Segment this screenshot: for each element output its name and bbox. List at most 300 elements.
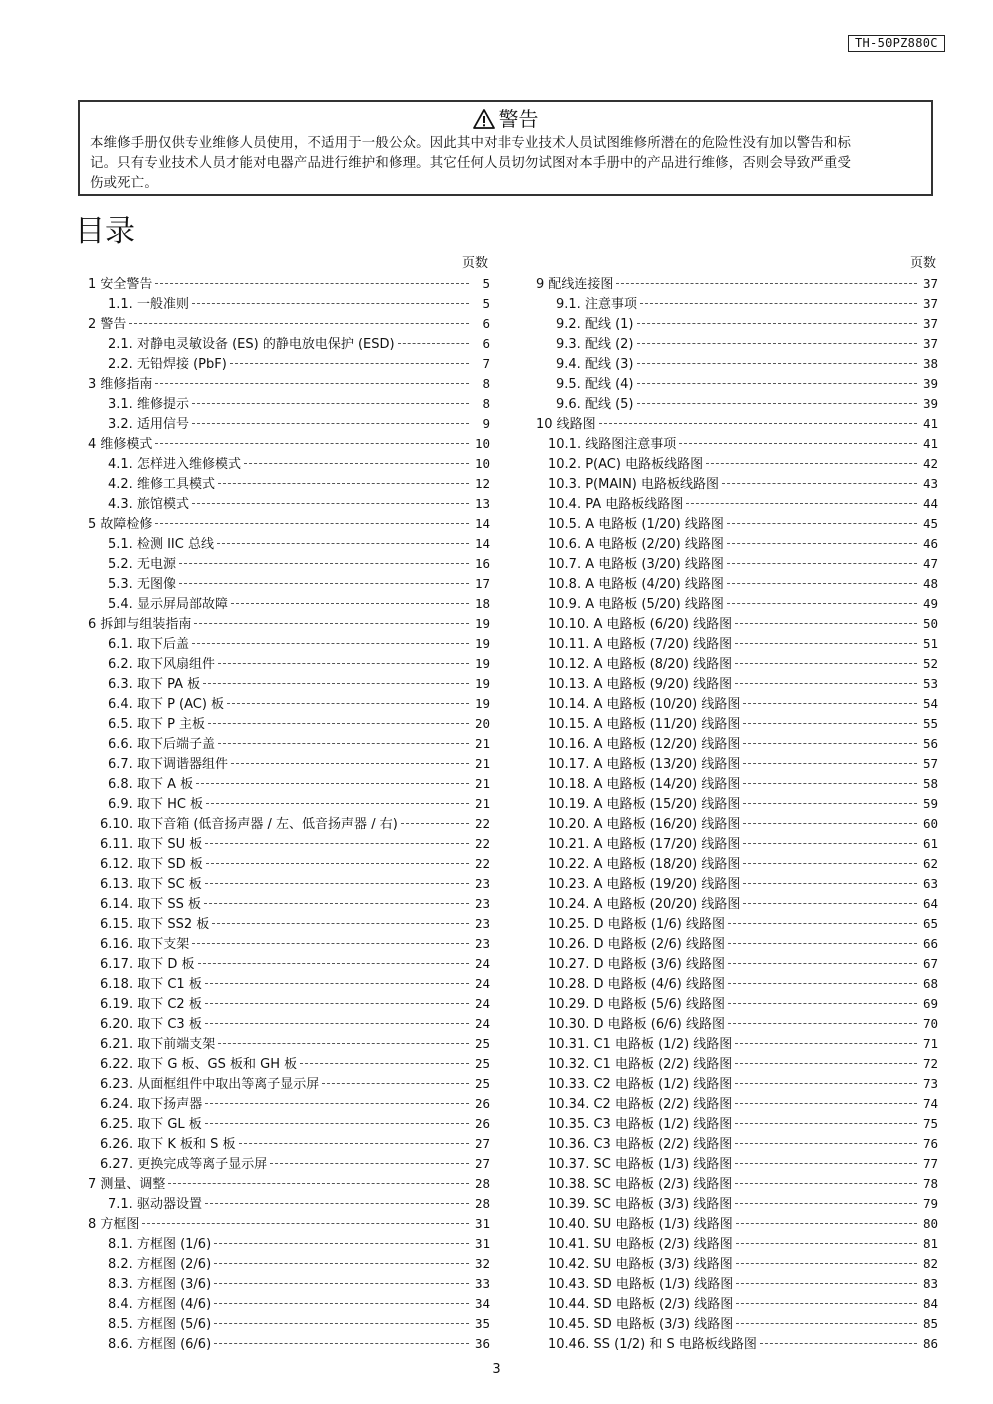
toc-entry[interactable] (536, 1074, 938, 1094)
toc-entry[interactable] (88, 394, 490, 414)
toc-leader (398, 343, 469, 344)
toc-leader (231, 763, 469, 764)
toc-entry[interactable] (536, 774, 938, 794)
toc-entry[interactable] (536, 834, 938, 854)
toc-entry-page: 18 (474, 596, 490, 611)
toc-entry-page: 22 (474, 856, 490, 871)
toc-entry-label: 8.2. 方框图 (2/6) (108, 1257, 212, 1272)
toc-entry[interactable] (88, 1054, 490, 1074)
toc-entry[interactable] (88, 1174, 490, 1194)
toc-entry[interactable] (536, 414, 938, 434)
toc-entry-label: 10.38. SC 电路板 (2/3) 线路图 (548, 1177, 733, 1192)
toc-entry-page: 8 (482, 396, 490, 411)
toc-entry-page: 37 (922, 316, 938, 331)
toc-entry[interactable] (88, 994, 490, 1014)
toc-entry-label: 6.27. 更换完成等离子显示屏 (100, 1157, 268, 1172)
toc-leader (599, 423, 917, 424)
toc-entry[interactable] (88, 494, 490, 514)
toc-entry-label: 9.3. 配线 (2) (556, 337, 634, 352)
toc-entry[interactable] (536, 294, 938, 314)
toc-entry-page: 76 (922, 1136, 938, 1151)
toc-entry[interactable] (88, 554, 490, 574)
toc-leader (205, 1203, 469, 1204)
toc-entry-label: 9.5. 配线 (4) (556, 377, 634, 392)
toc-entry-label: 8 方框图 (88, 1217, 140, 1232)
toc-entry-page: 22 (474, 816, 490, 831)
toc-entry-label: 6.4. 取下 P (AC) 板 (108, 697, 225, 712)
toc-entry[interactable] (536, 274, 938, 294)
toc-entry-label: 6.3. 取下 PA 板 (108, 677, 201, 692)
toc-leader (640, 303, 917, 304)
toc-entry[interactable] (536, 814, 938, 834)
toc-leader (637, 363, 918, 364)
toc-entry-label: 9 配线连接图 (536, 277, 614, 292)
toc-leader (735, 663, 917, 664)
toc-entry-label: 10.32. C1 电路板 (2/2) 线路图 (548, 1057, 733, 1072)
toc-entry-label: 6.21. 取下前端支架 (100, 1037, 216, 1052)
toc-leader (203, 683, 469, 684)
toc-entry[interactable] (88, 474, 490, 494)
toc-entry[interactable] (88, 1034, 490, 1054)
toc-leader (735, 1163, 917, 1164)
toc-entry[interactable] (536, 1154, 938, 1174)
toc-entry[interactable] (536, 934, 938, 954)
toc-entry-page: 25 (474, 1036, 490, 1051)
toc-entry-page: 47 (922, 556, 938, 571)
toc-leader (637, 343, 918, 344)
toc-entry[interactable] (88, 354, 490, 374)
toc-entry[interactable] (88, 894, 490, 914)
toc-entry-page: 70 (922, 1016, 938, 1031)
toc-entry[interactable] (536, 714, 938, 734)
toc-entry-page: 72 (922, 1056, 938, 1071)
toc-entry[interactable] (536, 1134, 938, 1154)
toc-entry[interactable] (88, 1234, 490, 1254)
toc-entry[interactable] (536, 1294, 938, 1314)
toc-entry[interactable] (88, 1274, 490, 1294)
toc-entry-label: 10.39. SC 电路板 (3/3) 线路图 (548, 1197, 733, 1212)
toc-entry[interactable] (88, 534, 490, 554)
toc-leader (616, 283, 917, 284)
toc-entry-page: 14 (474, 536, 490, 551)
toc-leader (205, 983, 469, 984)
toc-entry[interactable] (88, 654, 490, 674)
toc-entry-label: 8.6. 方框图 (6/6) (108, 1337, 212, 1352)
toc-leader (244, 463, 469, 464)
toc-entry[interactable] (88, 674, 490, 694)
toc-entry-page: 69 (922, 996, 938, 1011)
toc-entry-label: 10.3. P(MAIN) 电路板线路图 (548, 477, 719, 492)
toc-leader (212, 923, 469, 924)
toc-entry-label: 6.15. 取下 SS2 板 (100, 917, 210, 932)
toc-entry-label: 8.4. 方框图 (4/6) (108, 1297, 212, 1312)
toc-entry-label: 2.2. 无铅焊接 (PbF) (108, 357, 227, 372)
toc-entry[interactable] (536, 554, 938, 574)
toc-entry-label: 10.27. D 电路板 (3/6) 线路图 (548, 957, 725, 972)
toc-entry-page: 14 (474, 516, 490, 531)
toc-entry-label: 10.10. A 电路板 (6/20) 线路图 (548, 617, 733, 632)
toc-entry-label: 10.44. SD 电路板 (2/3) 线路图 (548, 1297, 734, 1312)
toc-entry-page: 6 (482, 336, 490, 351)
toc-entry[interactable] (536, 854, 938, 874)
toc-entry-label: 6.5. 取下 P 主板 (108, 717, 206, 732)
toc-entry[interactable] (88, 914, 490, 934)
toc-entry-page: 24 (474, 976, 490, 991)
toc-entry-label: 6.18. 取下 C1 板 (100, 977, 202, 992)
toc-entry-page: 25 (474, 1056, 490, 1071)
toc-entry[interactable] (88, 714, 490, 734)
toc-entry[interactable] (536, 1174, 938, 1194)
toc-entry-label: 5 故障检修 (88, 517, 153, 532)
toc-leader (218, 743, 469, 744)
toc-entry[interactable] (536, 754, 938, 774)
toc-entry[interactable] (88, 1094, 490, 1114)
toc-entry-label: 10.42. SU 电路板 (3/3) 线路图 (548, 1257, 733, 1272)
toc-leader (735, 623, 917, 624)
toc-entry-page: 49 (922, 596, 938, 611)
toc-entry-label: 10.22. A 电路板 (18/20) 线路图 (548, 857, 741, 872)
toc-entry-label: 10.33. C2 电路板 (1/2) 线路图 (548, 1077, 733, 1092)
toc-entry[interactable] (88, 1194, 490, 1214)
toc-entry-page: 43 (922, 476, 938, 491)
toc-entry[interactable] (88, 454, 490, 474)
toc-entry[interactable] (88, 954, 490, 974)
toc-entry-page: 44 (922, 496, 938, 511)
toc-entry-page: 51 (922, 636, 938, 651)
toc-entry[interactable] (88, 694, 490, 714)
toc-entry[interactable] (536, 794, 938, 814)
toc-entry[interactable] (88, 1214, 490, 1234)
toc-entry[interactable] (536, 374, 938, 394)
toc-entry[interactable] (88, 514, 490, 534)
toc-entry-label: 9.4. 配线 (3) (556, 357, 634, 372)
toc-leader (205, 1003, 469, 1004)
toc-entry-page: 79 (922, 1196, 938, 1211)
toc-entry-label: 10.7. A 电路板 (3/20) 线路图 (548, 557, 724, 572)
toc-leader (743, 903, 917, 904)
toc-column-left (88, 254, 490, 1354)
toc-entry-label: 6.20. 取下 C3 板 (100, 1017, 202, 1032)
toc-entry-page: 60 (922, 816, 938, 831)
toc-entry-label: 8.5. 方框图 (5/6) (108, 1317, 212, 1332)
toc-entry-label: 5.2. 无电源 (108, 557, 176, 572)
toc-entry-page: 21 (474, 736, 490, 751)
toc-entry-label: 2.1. 对静电灵敏设备 (ES) 的静电放电保护 (ESD) (108, 337, 395, 352)
toc-entry[interactable] (88, 854, 490, 874)
toc-entry[interactable] (536, 974, 938, 994)
toc-entry-page: 24 (474, 996, 490, 1011)
toc-leader (192, 403, 469, 404)
toc-entry[interactable] (536, 1214, 938, 1234)
toc-entry-label: 10.46. SS (1/2) 和 S 电路板线路图 (548, 1337, 757, 1352)
toc-entry-label: 10.43. SD 电路板 (1/3) 线路图 (548, 1277, 734, 1292)
toc-entry-label: 10.34. C2 电路板 (2/2) 线路图 (548, 1097, 733, 1112)
toc-entry-page: 23 (474, 936, 490, 951)
toc-entry-page: 27 (474, 1136, 490, 1151)
toc-entry[interactable] (88, 1154, 490, 1174)
toc-entry-label: 10.2. P(AC) 电路板线路图 (548, 457, 704, 472)
toc-entry[interactable] (88, 614, 490, 634)
toc-entry-page: 32 (474, 1256, 490, 1271)
toc-entry[interactable] (88, 974, 490, 994)
toc-entry[interactable] (88, 754, 490, 774)
toc-leader (239, 1143, 469, 1144)
toc-entry[interactable] (536, 734, 938, 754)
toc-entry-label: 6.13. 取下 SC 板 (100, 877, 202, 892)
toc-entry[interactable] (536, 954, 938, 974)
toc-entry-page: 80 (922, 1216, 938, 1231)
toc-leader (192, 943, 469, 944)
warning-title: 警告 (498, 107, 539, 131)
toc-entry[interactable] (536, 894, 938, 914)
toc-leader (743, 763, 917, 764)
toc-entry-label: 3.1. 维修提示 (108, 397, 189, 412)
toc-leader (230, 363, 469, 364)
toc-entry[interactable] (536, 1314, 938, 1334)
toc-entry-page: 53 (922, 676, 938, 691)
toc-entry-label: 7.1. 驱动器设置 (108, 1197, 202, 1212)
toc-entry-page: 17 (474, 576, 490, 591)
toc-entry[interactable] (88, 874, 490, 894)
toc-leader (727, 563, 917, 564)
toc-entry-page: 20 (474, 716, 490, 731)
toc-entry-label: 10.9. A 电路板 (5/20) 线路图 (548, 597, 724, 612)
toc-entry[interactable] (88, 774, 490, 794)
toc-entry-label: 10.35. C3 电路板 (1/2) 线路图 (548, 1117, 733, 1132)
toc-entry-label: 10.21. A 电路板 (17/20) 线路图 (548, 837, 741, 852)
toc-entry-page: 37 (922, 336, 938, 351)
toc-entry[interactable] (536, 574, 938, 594)
toc-entry[interactable] (536, 1234, 938, 1254)
toc-entry-page: 21 (474, 776, 490, 791)
toc-entry[interactable] (88, 1134, 490, 1154)
toc-leader (727, 523, 917, 524)
toc-entry[interactable] (536, 314, 938, 334)
page-column-label: 页数 (909, 256, 936, 271)
warning-heading (90, 106, 921, 132)
toc-entry-page: 61 (922, 836, 938, 851)
toc-entry-page: 24 (474, 1016, 490, 1031)
toc-leader (231, 603, 469, 604)
toc-leader (728, 1003, 917, 1004)
toc-entry[interactable] (88, 274, 490, 294)
toc-entry[interactable] (88, 734, 490, 754)
toc-entry-label: 10.23. A 电路板 (19/20) 线路图 (548, 877, 741, 892)
toc-entry[interactable] (536, 334, 938, 354)
toc-entry[interactable] (88, 1294, 490, 1314)
toc-entry[interactable] (536, 1054, 938, 1074)
toc-entry-label: 6.17. 取下 D 板 (100, 957, 195, 972)
toc-entry[interactable] (536, 994, 938, 1014)
toc-entry-page: 7 (482, 356, 490, 371)
toc-entry-page: 37 (922, 296, 938, 311)
toc-entry-page: 28 (474, 1176, 490, 1191)
toc-entry-label: 5.1. 检测 IIC 总线 (108, 537, 214, 552)
toc-leader (743, 803, 917, 804)
toc-entry[interactable] (536, 674, 938, 694)
toc-entry[interactable] (536, 914, 938, 934)
toc-entry[interactable] (88, 314, 490, 334)
toc-entry[interactable] (536, 534, 938, 554)
toc-entry-label: 10.37. SC 电路板 (1/3) 线路图 (548, 1157, 733, 1172)
toc-entry-page: 24 (474, 956, 490, 971)
toc-leader (198, 963, 470, 964)
toc-leader (728, 963, 917, 964)
toc-entry[interactable] (88, 594, 490, 614)
toc-leader (217, 543, 469, 544)
toc-leader (736, 1223, 917, 1224)
toc-leader (735, 1103, 917, 1104)
toc-leader (155, 443, 469, 444)
toc-leader (218, 483, 469, 484)
toc-entry[interactable] (88, 434, 490, 454)
toc-entry[interactable] (88, 294, 490, 314)
model-number: TH-50PZ880C (848, 35, 945, 52)
toc-entry-label: 10.15. A 电路板 (11/20) 线路图 (548, 717, 741, 732)
toc-leader (208, 723, 469, 724)
toc-entry[interactable] (536, 1194, 938, 1214)
toc-entry[interactable] (536, 434, 938, 454)
toc-entry-label: 10.20. A 电路板 (16/20) 线路图 (548, 817, 741, 832)
toc-entry[interactable] (536, 1094, 938, 1114)
toc-leader (706, 463, 917, 464)
toc-entry[interactable] (88, 814, 490, 834)
toc-entry-label: 10.1. 线路图注意事项 (548, 437, 677, 452)
toc-entry-page: 65 (922, 916, 938, 931)
toc-entry-page: 31 (474, 1236, 490, 1251)
toc-entry[interactable] (536, 1014, 938, 1034)
toc-leader (300, 1063, 469, 1064)
toc-entry[interactable] (88, 1014, 490, 1034)
toc-leader (736, 1283, 917, 1284)
toc-entry[interactable] (88, 574, 490, 594)
toc-entry[interactable] (536, 1274, 938, 1294)
toc-entry-page: 8 (482, 376, 490, 391)
toc-entry[interactable] (88, 1314, 490, 1334)
toc-entry[interactable] (88, 374, 490, 394)
toc-entry-label: 6.16. 取下支架 (100, 937, 190, 952)
toc-entry[interactable] (88, 1074, 490, 1094)
toc-entry-label: 10.17. A 电路板 (13/20) 线路图 (548, 757, 741, 772)
toc-entry-label: 1.1. 一般准则 (108, 297, 189, 312)
toc-entry[interactable] (88, 634, 490, 654)
toc-leader (735, 1203, 917, 1204)
toc-leader (196, 783, 469, 784)
toc-leader (735, 683, 917, 684)
toc-leader (214, 1323, 469, 1324)
page-column-label: 页数 (461, 256, 488, 271)
toc-entry-page: 54 (922, 696, 938, 711)
toc-leader (743, 743, 917, 744)
toc-entry-page: 38 (922, 356, 938, 371)
toc-entry[interactable] (536, 654, 938, 674)
toc-entry[interactable] (536, 634, 938, 654)
toc-entry-label: 4 维修模式 (88, 437, 153, 452)
toc-entry-label: 10.24. A 电路板 (20/20) 线路图 (548, 897, 741, 912)
toc-entry[interactable] (536, 514, 938, 534)
toc-entry-page: 13 (474, 496, 490, 511)
toc-entry[interactable] (536, 474, 938, 494)
toc-entry[interactable] (88, 834, 490, 854)
toc-entry-label: 10 线路图 (536, 417, 596, 432)
toc-list-right (536, 274, 938, 1354)
toc-entry-label: 10.6. A 电路板 (2/20) 线路图 (548, 537, 724, 552)
toc-leader (192, 643, 469, 644)
toc-leader (722, 483, 917, 484)
toc-entry-label: 10.19. A 电路板 (15/20) 线路图 (548, 797, 741, 812)
toc-entry[interactable] (88, 1254, 490, 1274)
toc-entry-page: 5 (482, 276, 490, 291)
toc-entry-label: 10.31. C1 电路板 (1/2) 线路图 (548, 1037, 733, 1052)
toc-entry-label: 3.2. 适用信号 (108, 417, 189, 432)
toc-entry-label: 8.3. 方框图 (3/6) (108, 1277, 212, 1292)
toc-entry[interactable] (536, 694, 938, 714)
toc-entry-label: 6.14. 取下 SS 板 (100, 897, 201, 912)
toc-entry[interactable] (88, 1334, 490, 1354)
toc-entry-page: 26 (474, 1116, 490, 1131)
toc-entry-label: 10.29. D 电路板 (5/6) 线路图 (548, 997, 725, 1012)
toc-entry-label: 1 安全警告 (88, 277, 153, 292)
toc-entry-label: 10.41. SU 电路板 (2/3) 线路图 (548, 1237, 733, 1252)
toc-entry[interactable] (536, 1034, 938, 1054)
toc-entry-page: 21 (474, 796, 490, 811)
toc-leader (743, 703, 917, 704)
toc-entry-page: 39 (922, 396, 938, 411)
toc-entry-page: 19 (474, 616, 490, 631)
toc-entry[interactable] (536, 874, 938, 894)
page-number: 3 (492, 1362, 501, 1377)
toc-entry-page: 62 (922, 856, 938, 871)
toc-leader (637, 403, 918, 404)
toc-entry[interactable] (88, 934, 490, 954)
toc-entry[interactable] (536, 1114, 938, 1134)
toc-entry-page: 22 (474, 836, 490, 851)
toc-entry-label: 2 警告 (88, 317, 127, 332)
toc-entry-page: 64 (922, 896, 938, 911)
toc-leader (401, 823, 469, 824)
toc-entry-page: 81 (922, 1236, 938, 1251)
toc-entry[interactable] (536, 394, 938, 414)
toc-entry-page: 27 (474, 1156, 490, 1171)
toc-entry[interactable] (536, 594, 938, 614)
toc-leader (728, 923, 917, 924)
toc-leader (735, 1043, 917, 1044)
toc-column-right (536, 254, 938, 1354)
toc-entry[interactable] (536, 1334, 938, 1354)
toc-entry[interactable] (536, 1254, 938, 1274)
toc-entry[interactable] (88, 334, 490, 354)
toc-entry[interactable] (536, 354, 938, 374)
toc-entry-page: 19 (474, 656, 490, 671)
toc-entry-label: 6.25. 取下 GL 板 (100, 1117, 202, 1132)
warning-line: 记。只有专业技术人员才能对电器产品进行维护和修理。其它任何人员切勿试图对本手册中的产品进行维修，否则会导致严重受 (90, 156, 852, 171)
toc-entry-page: 82 (922, 1256, 938, 1271)
toc-entry-page: 41 (922, 436, 938, 451)
toc-entry[interactable] (88, 414, 490, 434)
toc-entry-page: 39 (922, 376, 938, 391)
toc-leader (736, 1243, 917, 1244)
toc-entry[interactable] (536, 614, 938, 634)
toc-entry-label: 6.9. 取下 HC 板 (108, 797, 204, 812)
warning-triangle-icon (473, 109, 495, 129)
toc-entry[interactable] (88, 1114, 490, 1134)
toc-leader (743, 823, 917, 824)
toc-entry-page: 23 (474, 916, 490, 931)
toc-entry-label: 4.1. 怎样进入维修模式 (108, 457, 241, 472)
toc-entry[interactable] (536, 494, 938, 514)
toc-entry[interactable] (88, 794, 490, 814)
toc-entry[interactable] (536, 454, 938, 474)
